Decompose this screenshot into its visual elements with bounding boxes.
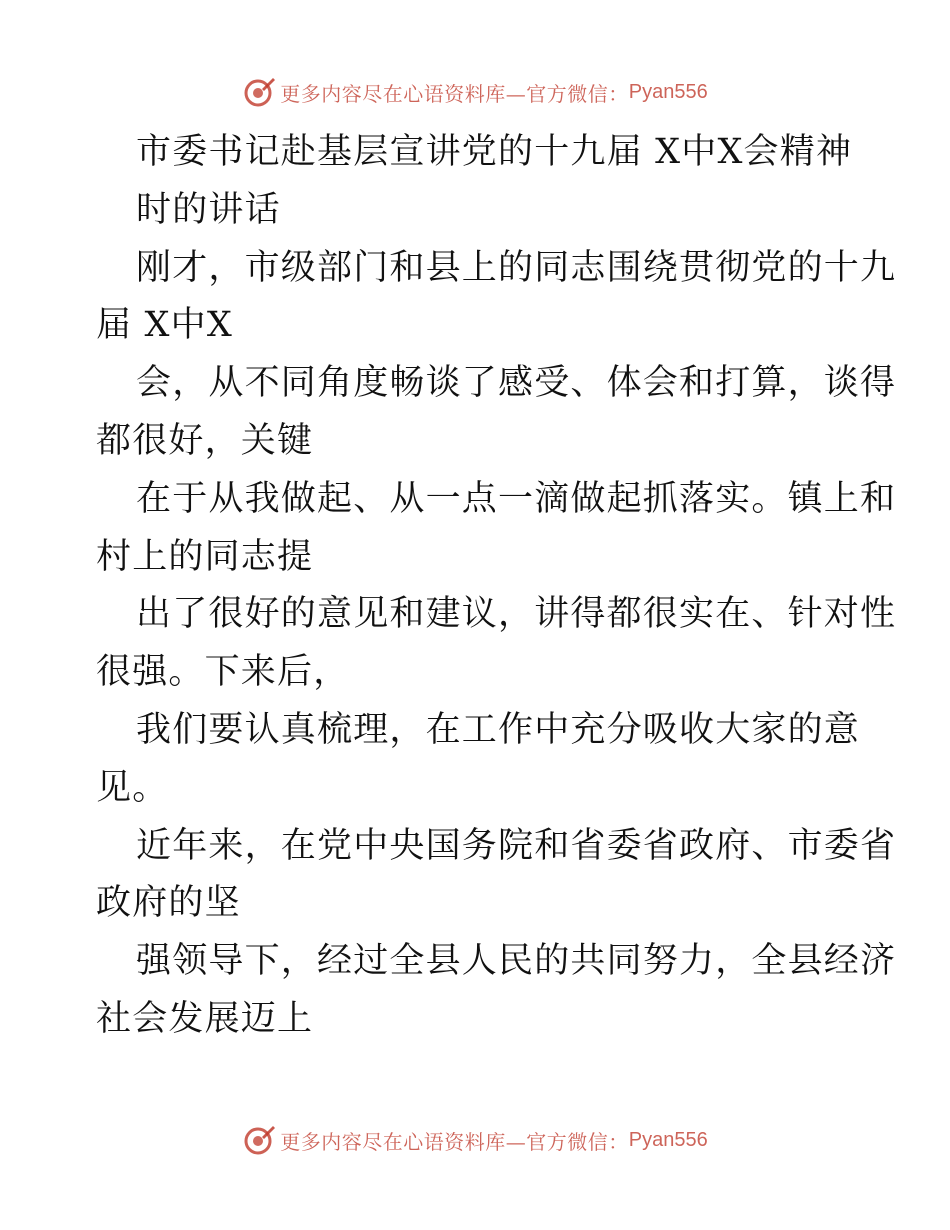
pen-seal-icon xyxy=(242,75,276,109)
footer-watermark xyxy=(0,1120,950,1160)
watermark-text: 更多内容尽在心语资料库—官方微信： xyxy=(280,1129,629,1154)
paragraph-line: 届 X中X xyxy=(96,305,233,346)
paragraph-line: 政府的坚 xyxy=(96,883,241,924)
paragraph-line: 我们要认真梳理，在工作中充分吸收大家的意 xyxy=(136,709,861,750)
paragraph-line: 很强。下来后， xyxy=(96,652,350,693)
paragraph-line: 出了很好的意见和建议，讲得都很实在、针对性 xyxy=(136,594,897,635)
paragraph-line: 刚才，市级部门和县上的同志围绕贯彻党的十九 xyxy=(136,247,897,288)
header-watermark xyxy=(0,72,950,112)
paragraph-line: 村上的同志提 xyxy=(96,536,314,577)
paragraph-line: 社会发展迈上 xyxy=(96,998,314,1039)
paragraph-line: 会，从不同角度畅谈了感受、体会和打算，谈得 xyxy=(136,363,897,404)
pen-seal-icon xyxy=(242,1123,276,1157)
paragraph-line: 在于从我做起、从一点一滴做起抓落实。镇上和 xyxy=(136,478,897,519)
document-title-line-2: 时的讲话 xyxy=(136,189,281,230)
paragraph-line: 近年来，在党中央国务院和省委省政府、市委省 xyxy=(136,825,897,866)
document-body xyxy=(96,124,897,1049)
paragraph-line: 强领导下，经过全县人民的共同努力，全县经济 xyxy=(136,941,897,982)
paragraph-line: 见。 xyxy=(96,767,169,808)
watermark-contact: Pyan556 xyxy=(628,1128,708,1151)
document-title-line-1: 市委书记赴基层宣讲党的十九届 X中X会精神 xyxy=(136,132,853,172)
watermark-text: 更多内容尽在心语资料库—官方微信： xyxy=(280,81,629,106)
paragraph-line: 都很好，关键 xyxy=(96,420,314,461)
watermark-contact: Pyan556 xyxy=(628,80,708,103)
